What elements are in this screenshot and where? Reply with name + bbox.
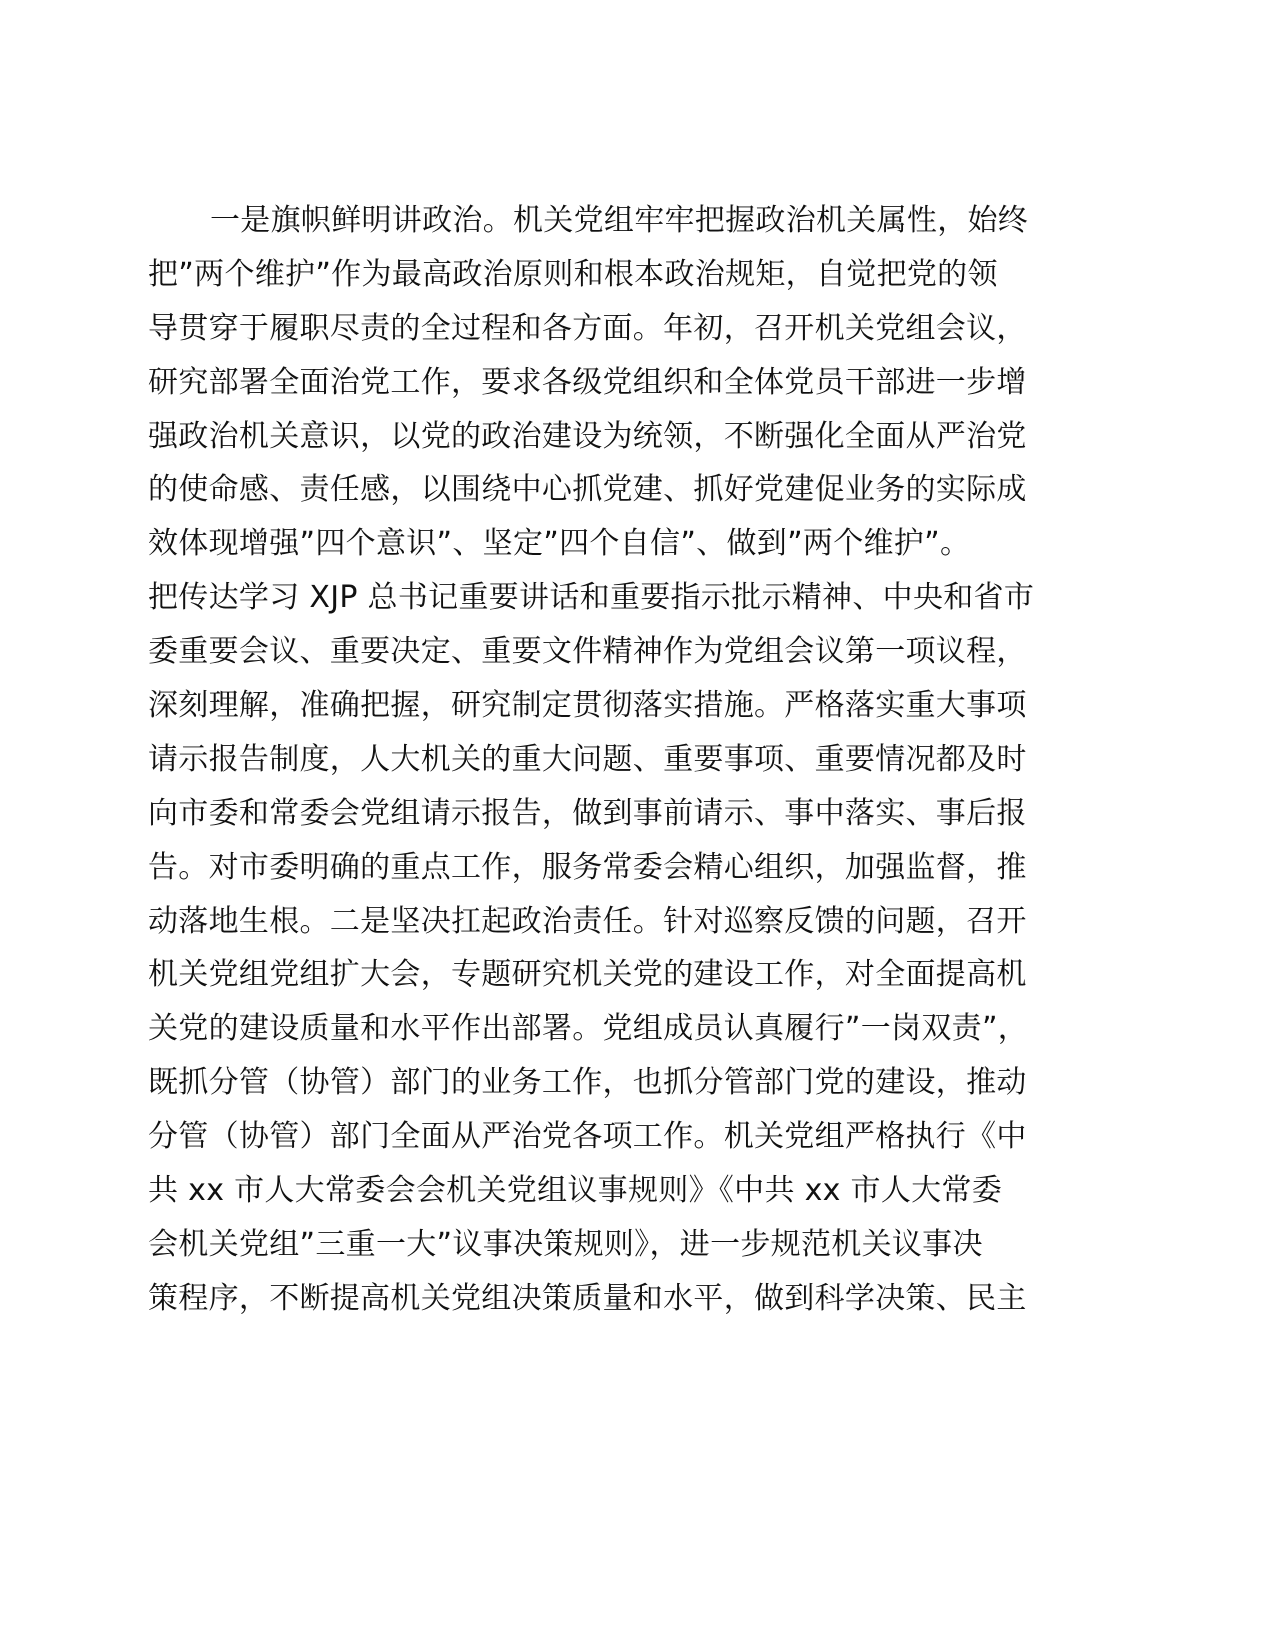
text-line: 一是旗帜鲜明讲政治。机关党组牢牢把握政治机关属性，始终 xyxy=(210,203,1029,238)
text-line: 导贯穿于履职尽责的全过程和各方面。年初，召开机关党组会议， xyxy=(148,310,1027,346)
text-line: 把”两个维护”作为最高政治原则和根本政治规矩，自觉把党的领 xyxy=(148,256,998,292)
text-line: 深刻理解，准确把握，研究制定贯彻落实措施。严格落实重大事项 xyxy=(148,688,1027,724)
text-line: 动落地生根。二是坚决扛起政治责任。针对巡察反馈的问题，召开 xyxy=(148,903,1027,939)
text-line: 向市委和常委会党组请示报告，做到事前请示、事中落实、事后报 xyxy=(148,795,1027,831)
text-line: 关党的建设质量和水平作出部署。党组成员认真履行”一岗双责”， xyxy=(148,1011,1029,1047)
text-line: 强政治机关意识，以党的政治建设为统领，不断强化全面从严治党 xyxy=(148,418,1027,454)
text-line: 研究部署全面治党工作，要求各级党组织和全体党员干部进一步增 xyxy=(148,364,1027,400)
text-line: 请示报告制度，人大机关的重大问题、重要事项、重要情况都及时 xyxy=(148,741,1027,777)
document-body xyxy=(148,194,1108,1326)
text-line: 告。对市委明确的重点工作，服务常委会精心组织，加强监督，推 xyxy=(148,849,1027,885)
text-line: 委重要会议、重要决定、重要文件精神作为党组会议第一项议程， xyxy=(148,634,1027,670)
text-line: 分管（协管）部门全面从严治党各项工作。机关党组严格执行《中 xyxy=(148,1119,1027,1155)
text-line: 把传达学习 XJP 总书记重要讲话和重要指示批示精神、中央和省市 xyxy=(148,580,1035,616)
text-line: 既抓分管（协管）部门的业务工作，也抓分管部门党的建设，推动 xyxy=(148,1065,1027,1101)
text-line: 共 xx 市人大常委会会机关党组议事规则》《中共 xx 市人大常委 xyxy=(148,1173,1003,1209)
text-line: 机关党组党组扩大会，专题研究机关党的建设工作，对全面提高机 xyxy=(148,957,1027,993)
text-line: 的使命感、责任感，以围绕中心抓党建、抓好党建促业务的实际成 xyxy=(148,472,1027,508)
text-line: 效体现增强”四个意识”、坚定”四个自信”、做到”两个维护”。 xyxy=(148,526,971,562)
text-line: 会机关党组”三重一大”议事决策规则》，进一步规范机关议事决 xyxy=(148,1226,983,1262)
text-line: 策程序，不断提高机关党组决策质量和水平，做到科学决策、民主 xyxy=(148,1280,1027,1316)
